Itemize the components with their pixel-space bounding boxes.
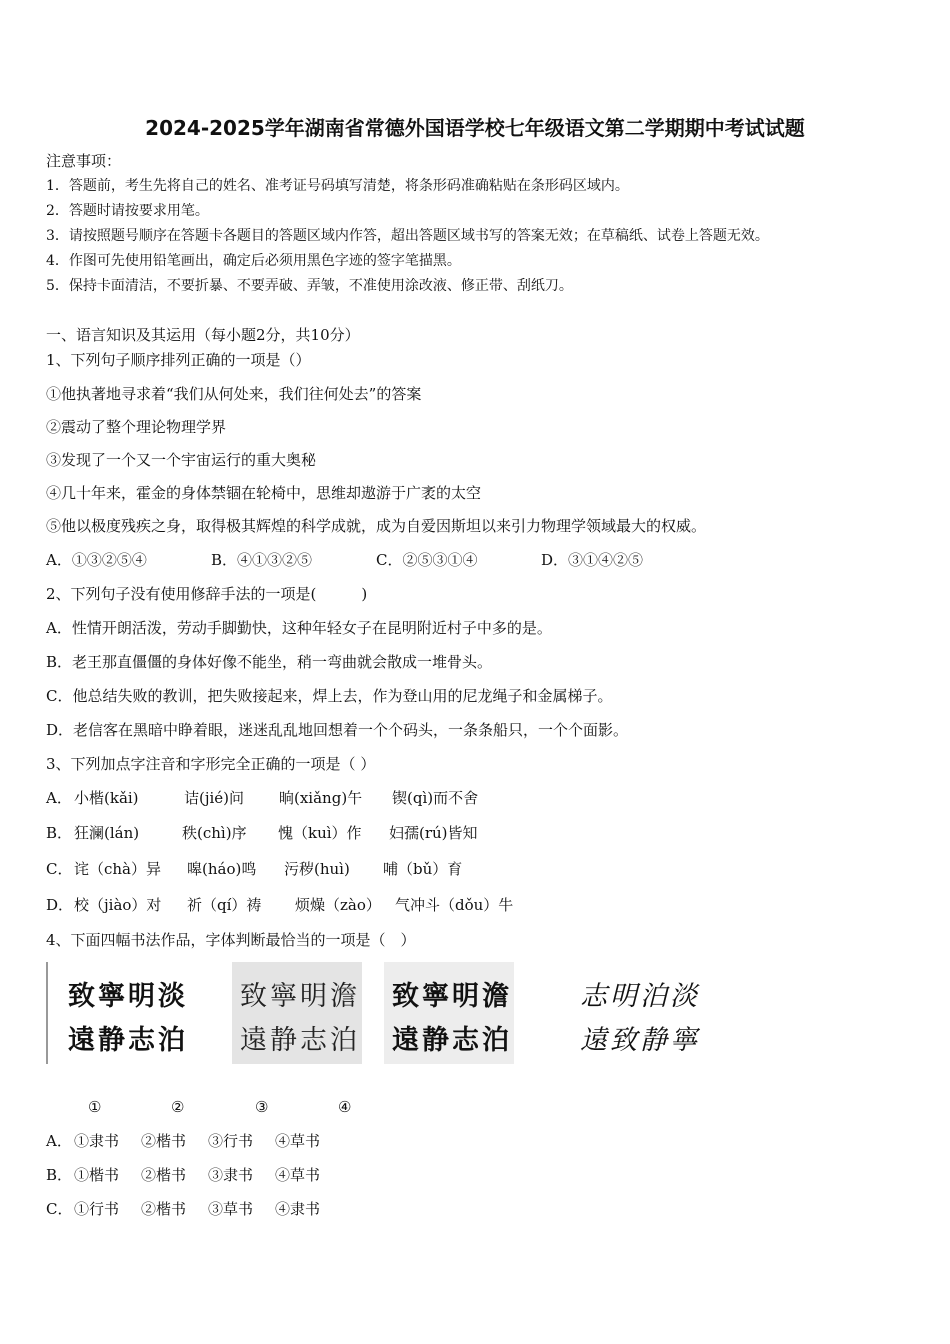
q1-options [46, 550, 643, 570]
q4-option-b[interactable] [46, 1165, 320, 1185]
calligraphy-work-3 [384, 962, 514, 1064]
option-item: ④隶书 [275, 1200, 321, 1218]
q1-option-b[interactable]: B．④①③②⑤ [211, 551, 313, 569]
calligraphy-line: 遠静志泊 [68, 1025, 188, 1056]
calligraphy-line: 志明泊淡 [580, 981, 700, 1012]
question-1-stem: 1、下列句子顺序排列正确的一项是（） [46, 351, 311, 369]
option-item: ④草书 [275, 1166, 321, 1184]
option-letter: D． [46, 896, 74, 914]
section-heading: 一、语言知识及其运用（每小题2分，共10分） [46, 326, 360, 344]
page-title: 2024-2025学年湖南省常德外国语学校七年级语文第二学期期中考试试题 [145, 116, 805, 140]
option-letter: A． [46, 1132, 72, 1150]
option-letter: A． [46, 789, 72, 807]
q1-option-a[interactable]: A．①③②⑤④ [46, 551, 147, 569]
question-3-stem: 3、下列加点字注音和字形完全正确的一项是（ ） [46, 755, 376, 773]
q2-option-a[interactable]: A．性情开朗活泼，劳动手脚勤快，这种年轻女子在昆明附近村子中多的是。 [46, 619, 552, 637]
option-item: 锲(qì)而不舍 [392, 789, 479, 807]
calligraphy-label: ② [171, 1098, 185, 1116]
calligraphy-line: 遠静志泊 [240, 1025, 360, 1056]
q1-sentence: ①他执著地寻求着“我们从何处来，我们往何处去”的答案 [46, 385, 422, 403]
calligraphy-label: ④ [338, 1098, 352, 1116]
option-item: 气冲斗（dǒu）牛 [395, 896, 514, 914]
calligraphy-line: 致寧明澹 [240, 981, 360, 1012]
notice-item: 3．请按照题号顺序在答题卡各题目的答题区域内作答，超出答题区域书写的答案无效；在草稿纸、试卷上答题无效。 [46, 228, 769, 244]
calligraphy-work-2 [232, 962, 362, 1064]
option-item: 晌(xiǎng)午 [279, 789, 363, 807]
option-letter: C． [46, 860, 73, 878]
q1-sentence: ②震动了整个理论物理学界 [46, 418, 227, 436]
option-item: 诘(jié)问 [184, 789, 245, 807]
calligraphy-work-1 [60, 962, 190, 1064]
notice-item: 2．答题时请按要求用笔。 [46, 203, 209, 219]
q2-option-d[interactable]: D．老信客在黑暗中睁着眼，迷迷乱乱地回想着一个个码头，一条条船只，一个个面影。 [46, 721, 629, 739]
calligraphy-line: 致寧明澹 [392, 981, 512, 1012]
calligraphy-line: 遠致静寧 [580, 1025, 700, 1056]
calligraphy-line: 遠静志泊 [392, 1025, 512, 1056]
option-item: 校（jiào）对 [74, 896, 162, 914]
q1-option-d[interactable]: D．③①④②⑤ [541, 551, 644, 569]
option-letter: B． [46, 824, 73, 842]
q1-sentence: ④几十年来，霍金的身体禁锢在轮椅中，思维却遨游于广袤的太空 [46, 484, 482, 502]
q3-option-c[interactable] [46, 859, 462, 879]
option-item: ①行书 [74, 1200, 120, 1218]
notice-heading: 注意事项： [46, 152, 122, 170]
option-letter: C． [46, 1200, 73, 1218]
option-item: ①楷书 [74, 1166, 120, 1184]
option-item: 愧（kuì）作 [278, 824, 362, 842]
option-item: 哺（bǔ）育 [383, 860, 463, 878]
notice-item: 5．保持卡面清洁，不要折暴、不要弄破、弄皱，不准使用涂改液、修正带、刮纸刀。 [46, 278, 573, 294]
q3-option-a[interactable] [46, 788, 478, 808]
calligraphy-label: ③ [255, 1098, 269, 1116]
q1-sentence: ⑤他以极度残疾之身，取得极其辉煌的科学成就，成为自爱因斯坦以来引力物理学领域最大的权威。 [46, 517, 707, 535]
q1-sentence: ③发现了一个又一个宇宙运行的重大奥秘 [46, 451, 317, 469]
q2-option-c[interactable]: C．他总结失败的教训，把失败接起来，焊上去，作为登山用的尼龙绳子和金属梯子。 [46, 687, 613, 705]
q3-option-d[interactable] [46, 895, 513, 915]
option-item: 小楷(kǎi) [74, 789, 139, 807]
option-item: ②楷书 [141, 1166, 187, 1184]
option-item: 秩(chì)序 [182, 824, 247, 842]
option-item: 烦燥（zào） [295, 896, 381, 914]
option-item: ④草书 [275, 1132, 321, 1150]
option-item: 污秽(huì) [284, 860, 350, 878]
option-item: ②楷书 [141, 1132, 187, 1150]
q4-option-c[interactable] [46, 1199, 320, 1219]
calligraphy-label: ① [88, 1098, 102, 1116]
option-item: 诧（chà）异 [74, 860, 162, 878]
calligraphy-line: 致寧明淡 [68, 981, 188, 1012]
option-item: 妇孺(rú)皆知 [389, 824, 478, 842]
notice-item: 1．答题前，考生先将自己的姓名、准考证号码填写清楚，将条形码准确粘贴在条形码区域内。 [46, 178, 629, 194]
q2-option-b[interactable]: B．老王那直僵僵的身体好像不能坐，稍一弯曲就会散成一堆骨头。 [46, 653, 493, 671]
option-item: ③行书 [208, 1132, 254, 1150]
question-4-stem: 4、下面四幅书法作品，字体判断最恰当的一项是（ ） [46, 931, 416, 949]
question-2-stem: 2、下列句子没有使用修辞手法的一项是( ) [46, 585, 368, 603]
option-item: ①隶书 [74, 1132, 120, 1150]
option-item: 嗥(háo)鸣 [187, 860, 257, 878]
q3-option-b[interactable] [46, 823, 478, 843]
notice-item: 4．作图可先使用铅笔画出，确定后必须用黑色字迹的签字笔描黑。 [46, 253, 461, 269]
calligraphy-work-4 [572, 962, 702, 1064]
image-frame [46, 962, 48, 1064]
q4-option-a[interactable] [46, 1131, 320, 1151]
option-letter: B． [46, 1166, 73, 1184]
option-item: ③草书 [208, 1200, 254, 1218]
option-item: 祈（qí）祷 [187, 896, 262, 914]
q1-option-c[interactable]: C．②⑤③①④ [376, 551, 478, 569]
option-item: ③隶书 [208, 1166, 254, 1184]
option-item: 狂澜(lán) [74, 824, 140, 842]
option-item: ②楷书 [141, 1200, 187, 1218]
